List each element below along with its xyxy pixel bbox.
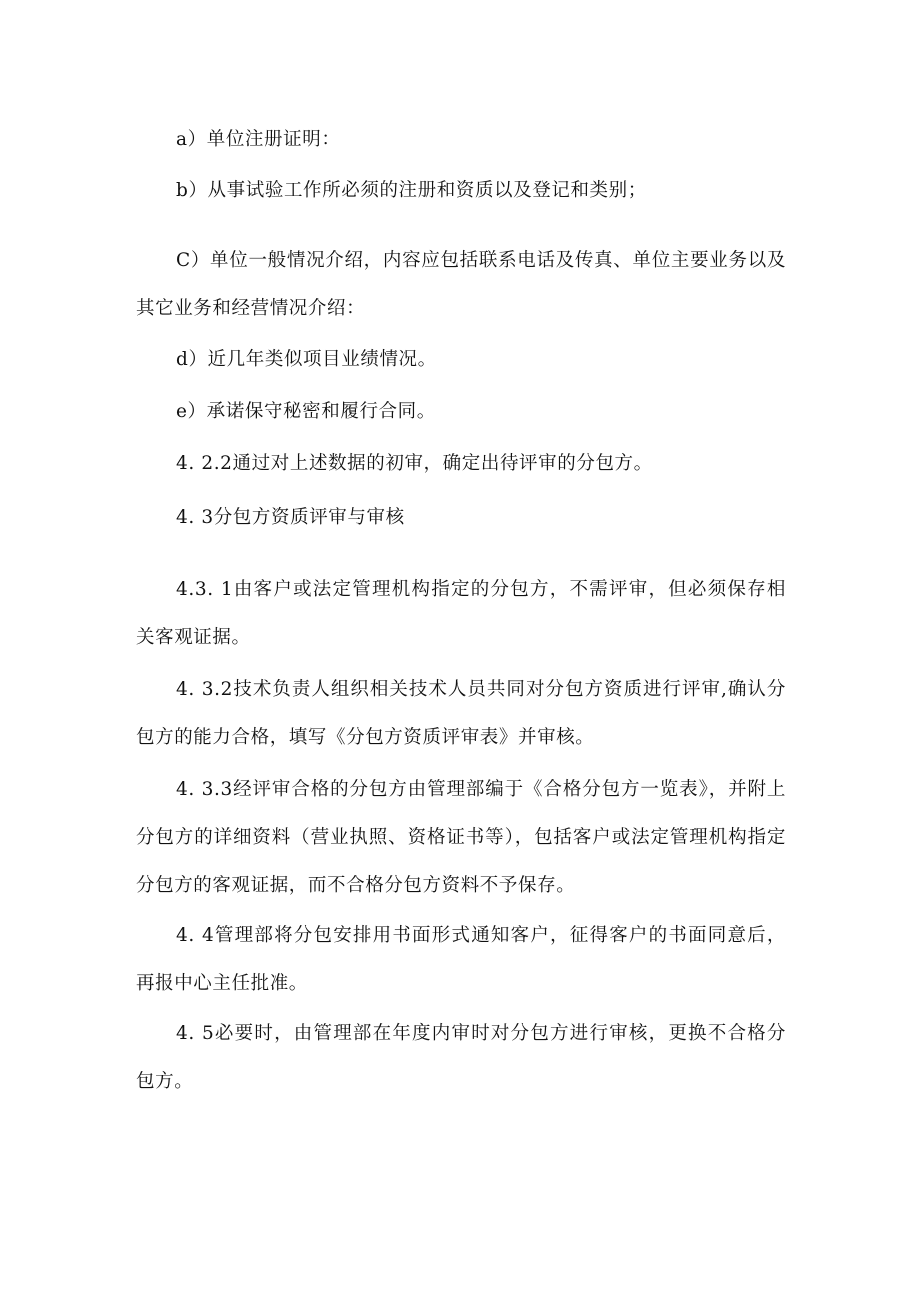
paragraph-section-4-5: 4. 5必要时，由管理部在年度内审时对分包方进行审核，更换不合格分包方。 bbox=[136, 1023, 786, 1092]
paragraph-section-4-3-3: 4. 3.3经评审合格的分包方由管理部编于《合格分包方一览表》，并附上分包方的详细资料（营业执照、资格证书等），包括客户或法定管理机构指定分包方的客观证据，而不合格分包方资料不予保存。 bbox=[136, 779, 786, 896]
paragraph-section-4-3-1: 4.3. 1由客户或法定管理机构指定的分包方，不需评审，但必须保存相关客观证据。 bbox=[136, 579, 786, 648]
paragraph-section-4-2-2: 4. 2.2通过对上述数据的初审，确定出待评审的分包方。 bbox=[176, 453, 653, 474]
paragraph-item-a: a）单位注册证明： bbox=[176, 129, 341, 150]
paragraph-item-b: b）从事试验工作所必须的注册和资质以及登记和类别； bbox=[176, 180, 647, 201]
paragraph-section-4-4: 4. 4管理部将分包安排用书面形式通知客户，征得客户的书面同意后，再报中心主任批准。 bbox=[136, 925, 786, 994]
paragraph-item-d: d）近几年类似项目业绩情况。 bbox=[176, 349, 437, 370]
paragraph-section-4-3-2: 4. 3.2技术负责人组织相关技术人员共同对分包方资质进行评审,确认分包方的能力合格，填写《分包方资质评审表》并审核。 bbox=[136, 679, 786, 748]
paragraph-item-c: C）单位一般情况介绍，内容应包括联系电话及传真、单位主要业务以及其它业务和经营情况介绍： bbox=[136, 250, 786, 319]
paragraph-item-e: e）承诺保守秘密和履行合同。 bbox=[176, 401, 436, 422]
section-heading-4-3: 4. 3分包方资质评审与审核 bbox=[176, 507, 405, 528]
